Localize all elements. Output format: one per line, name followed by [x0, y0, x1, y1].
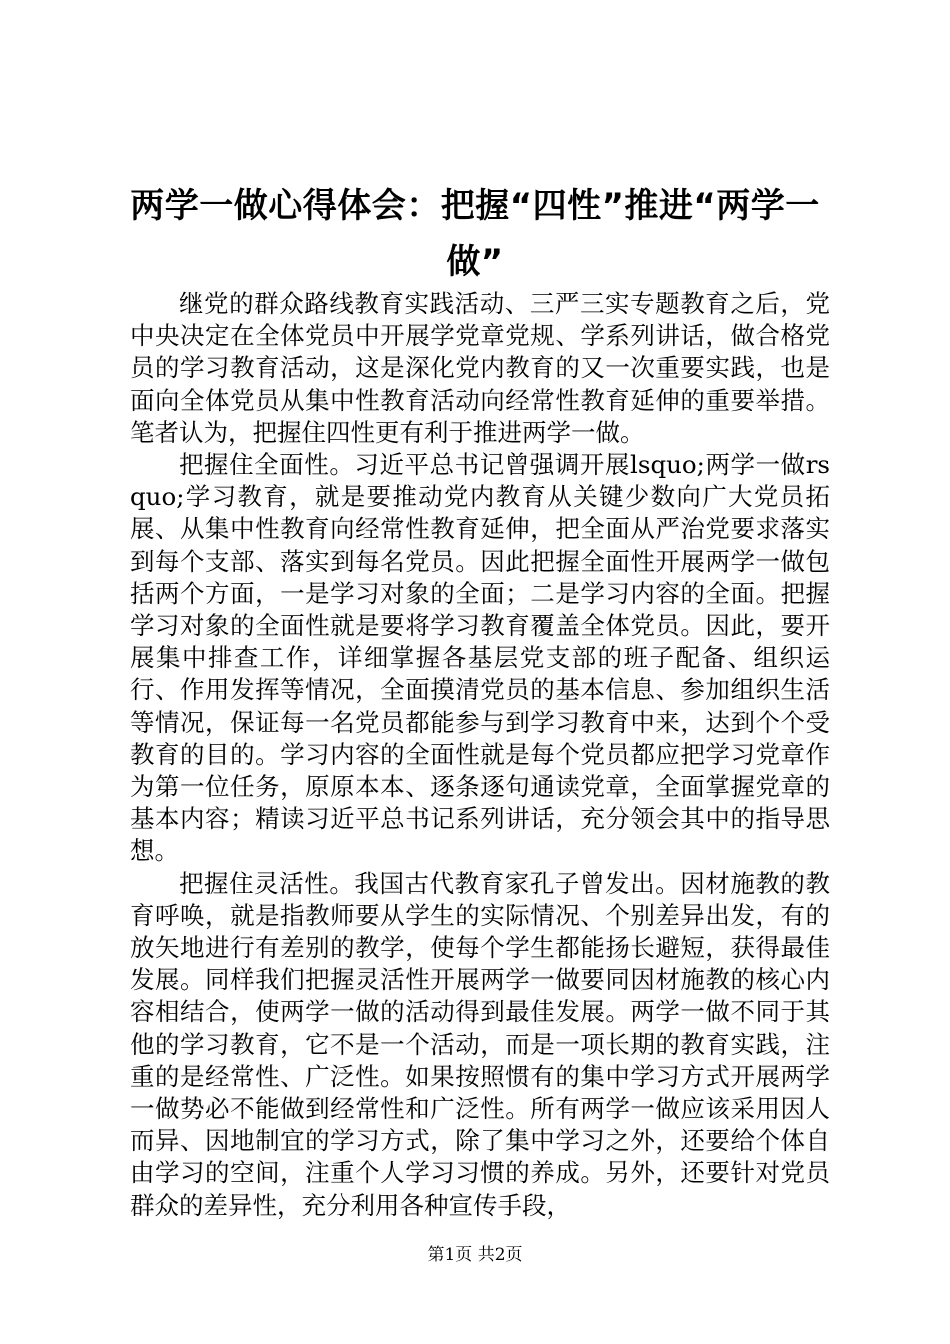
paragraph-intro: 继党的群众路线教育实践活动、三严三实专题教育之后，党中央决定在全体党员中开展学党章党规、学系列讲话，做合格党员的学习教育活动，这是深化党内教育的又一次重要实践，也是面向全体党员从集中性教育活动向经常性教育延伸的重要举措。笔者认为，把握住四性更有利于推进两学一做。: [130, 289, 830, 447]
document-title: 两学一做心得体会：把握“四性”推进“两学一做”: [130, 186, 820, 282]
paragraph-flexibility: 把握住灵活性。我国古代教育家孔子曾发出。因材施教的教育呼唤，就是指教师要从学生的实际情况、个别差异出发，有的放矢地进行有差别的教学，使每个学生都能扬长避短，获得最佳发展。同样我们把握灵活性开展两学一做要同因材施教的核心内容相结合，使两学一做的活动得到最佳发展。两学一做不同于其他的学习教育，它不是一个活动，而是一项长期的教育实践，注重的是经常性、广泛性。如果按照惯有的集中学习方式开展两学一做势必不能做到经常性和广泛性。所有两学一做应该采用因人而异、因地制宜的学习方式，除了集中学习之外，还要给个体自由学习的空间，注重个人学习习惯的养成。另外，还要针对党员群众的差异性，充分利用各种宣传手段，: [130, 868, 830, 1220]
document-body: [130, 288, 830, 1222]
paragraph-comprehensiveness: 把握住全面性。习近平总书记曾强调开展lsquo;两学一做rsquo;学习教育，就是要推动党内教育从关键少数向广大党员拓展、从集中性教育向经常性教育延伸，把全面从严治党要求落实到每个支部、落实到每名党员。因此把握全面性开展两学一做包括两个方面，一是学习对象的全面；二是学习内容的全面。把握学习对象的全面性就是要将学习教育覆盖全体党员。因此，要开展集中排查工作，详细掌握各基层党支部的班子配备、组织运行、作用发挥等情况，全面摸清党员的基本信息、参加组织生活等情况，保证每一名党员都能参与到学习教育中来，达到个个受教育的目的。学习内容的全面性就是每个党员都应把学习党章作为第一位任务，原原本本、逐条逐句通读党章，全面掌握党章的基本内容；精读习近平总书记系列讲话，充分领会其中的指导思想。: [130, 450, 830, 866]
page-number-footer: 第1页 共2页: [427, 1245, 523, 1265]
